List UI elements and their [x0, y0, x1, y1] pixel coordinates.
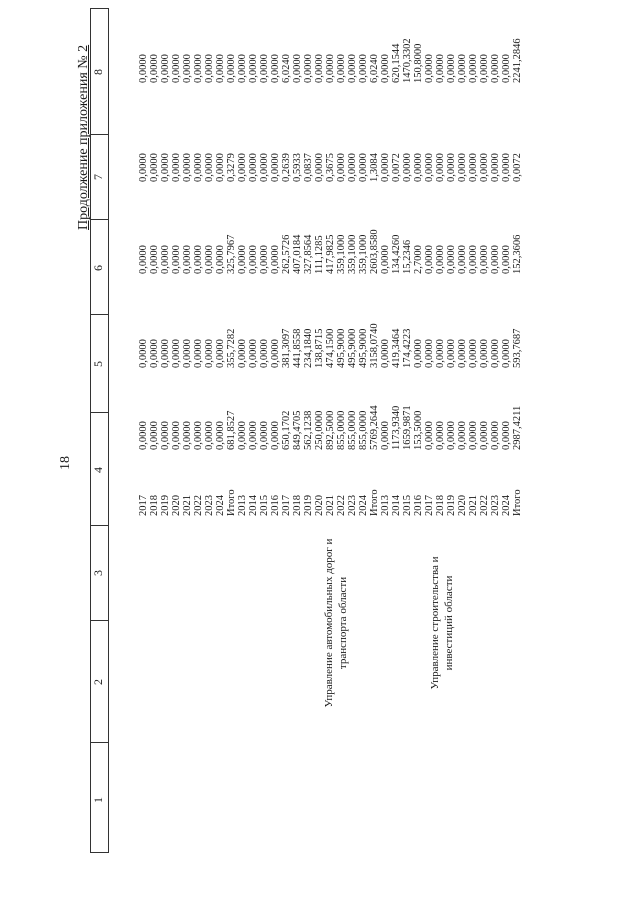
value-cell: 15,2346	[402, 239, 413, 274]
value-cell: 441,8558	[292, 328, 303, 368]
value-cell: 0,0000	[248, 421, 259, 450]
value-cell: 111,1285	[314, 235, 325, 274]
value-cell: 0,0000	[138, 421, 149, 450]
year-cell: 2022	[479, 495, 490, 516]
value-cell: 0,0000	[501, 153, 512, 182]
value-cell: 1173,9340	[391, 405, 402, 450]
value-cell: 0,0000	[479, 245, 490, 274]
value-cell: 359,1000	[336, 234, 347, 274]
value-cell: 0,0000	[380, 421, 391, 450]
value-cell: 0,0000	[138, 153, 149, 182]
year-cell: Итого	[512, 489, 523, 516]
value-cell: 0,0000	[248, 54, 259, 83]
col-divider	[90, 525, 108, 526]
year-cell: 2019	[446, 495, 457, 516]
year-cell: 2021	[325, 495, 336, 516]
value-cell: 0,0000	[226, 54, 237, 83]
value-cell: 0,0000	[380, 339, 391, 368]
year-cell: 2018	[149, 495, 160, 516]
year-cell: 2018	[292, 495, 303, 516]
value-cell: 0,0000	[402, 153, 413, 182]
value-cell: 0,0000	[237, 153, 248, 182]
value-cell: 0,0000	[237, 54, 248, 83]
col-divider	[90, 620, 108, 621]
organization-label: Управление автомобильных дорог и транспорта области	[323, 538, 349, 708]
col-divider	[90, 219, 108, 220]
value-cell: 0,0000	[171, 339, 182, 368]
value-cell: 0,0000	[138, 245, 149, 274]
value-cell: 0,0000	[446, 421, 457, 450]
value-cell: 593,7687	[512, 328, 523, 368]
value-cell: 0,0000	[457, 245, 468, 274]
value-cell: 0,0000	[347, 54, 358, 83]
value-cell: 0,0000	[435, 153, 446, 182]
year-cell: 2020	[171, 495, 182, 516]
year-cell: 2024	[358, 495, 369, 516]
col-divider	[90, 742, 108, 743]
value-cell: 0,0000	[248, 339, 259, 368]
value-cell: 0,0000	[182, 245, 193, 274]
value-cell: 0,0000	[248, 153, 259, 182]
value-cell: 495,9000	[347, 328, 358, 368]
value-cell: 0,0000	[314, 54, 325, 83]
value-cell: 0,0000	[380, 54, 391, 83]
value-cell: 892,5000	[325, 410, 336, 450]
value-cell: 0,0000	[160, 54, 171, 83]
value-cell: 0,0000	[468, 421, 479, 450]
year-cell: 2017	[281, 495, 292, 516]
year-cell: 2021	[182, 495, 193, 516]
value-cell: 325,7967	[226, 234, 237, 274]
value-cell: 0,3675	[325, 153, 336, 182]
value-cell: 0,0000	[204, 421, 215, 450]
value-cell: 0,0000	[171, 421, 182, 450]
value-cell: 0,0000	[193, 339, 204, 368]
year-cell: 2019	[160, 495, 171, 516]
value-cell: 0,0000	[215, 339, 226, 368]
column-number: 4	[91, 467, 105, 473]
value-cell: 0,0000	[149, 54, 160, 83]
year-cell: 2021	[468, 495, 479, 516]
value-cell: 0,0837	[303, 153, 314, 182]
value-cell: 0,0072	[391, 153, 402, 182]
value-cell: 0,0000	[468, 339, 479, 368]
value-cell: 2241,2846	[512, 38, 523, 83]
value-cell: 0,0000	[446, 245, 457, 274]
value-cell: 0,0000	[215, 153, 226, 182]
value-cell: 0,0000	[457, 54, 468, 83]
appendix-continuation-note: Продолжение приложения № 2	[76, 44, 91, 230]
value-cell: 0,0000	[259, 153, 270, 182]
value-cell: 6,0240	[369, 54, 380, 83]
year-cell: 2014	[391, 495, 402, 516]
value-cell: 0,0000	[336, 153, 347, 182]
value-cell: 0,0000	[479, 421, 490, 450]
year-cell: 2022	[193, 495, 204, 516]
value-cell: 0,0000	[501, 339, 512, 368]
year-cell: 2020	[457, 495, 468, 516]
column-number: 6	[91, 265, 105, 271]
value-cell: 6,0240	[281, 54, 292, 83]
value-cell: 0,0000	[160, 421, 171, 450]
value-cell: 0,0000	[193, 54, 204, 83]
value-cell: 855,0000	[347, 410, 358, 450]
value-cell: 0,0000	[215, 421, 226, 450]
value-cell: 250,0000	[314, 410, 325, 450]
year-cell: 2015	[259, 495, 270, 516]
value-cell: 234,1840	[303, 328, 314, 368]
value-cell: 359,1000	[347, 234, 358, 274]
table-header-bottom-border	[108, 8, 109, 853]
value-cell: 0,0000	[193, 421, 204, 450]
value-cell: 0,0000	[149, 153, 160, 182]
value-cell: 0,0000	[182, 153, 193, 182]
col-divider	[90, 314, 108, 315]
value-cell: 1659,9871	[402, 405, 413, 450]
value-cell: 0,0000	[358, 153, 369, 182]
value-cell: 0,0000	[490, 245, 501, 274]
value-cell: 381,3097	[281, 328, 292, 368]
value-cell: 0,0000	[171, 245, 182, 274]
value-cell: 474,1500	[325, 328, 336, 368]
year-cell: 2023	[490, 495, 501, 516]
value-cell: 0,0000	[501, 421, 512, 450]
value-cell: 0,0072	[512, 153, 523, 182]
value-cell: 0,0000	[182, 339, 193, 368]
year-cell: 2017	[424, 495, 435, 516]
value-cell: 0,0000	[248, 245, 259, 274]
value-cell: 0,0000	[182, 421, 193, 450]
column-number: 2	[91, 679, 105, 685]
column-number: 8	[91, 69, 105, 75]
value-cell: 650,1702	[281, 410, 292, 450]
value-cell: 0,0000	[435, 339, 446, 368]
value-cell: 174,4223	[402, 328, 413, 368]
value-cell: 0,0000	[336, 54, 347, 83]
value-cell: 0,0000	[468, 54, 479, 83]
value-cell: 0,0000	[479, 54, 490, 83]
value-cell: 0,0000	[424, 245, 435, 274]
value-cell: 0,0000	[215, 245, 226, 274]
year-cell: 2020	[314, 495, 325, 516]
col-divider	[90, 134, 108, 135]
year-cell: 2013	[237, 495, 248, 516]
value-cell: 0,0000	[347, 153, 358, 182]
value-cell: 0,0000	[501, 54, 512, 83]
value-cell: 150,8000	[413, 43, 424, 83]
value-cell: 0,0000	[270, 245, 281, 274]
value-cell: 0,0000	[314, 153, 325, 182]
value-cell: 0,0000	[160, 153, 171, 182]
value-cell: 1470,3302	[402, 38, 413, 83]
col-divider	[90, 8, 108, 9]
value-cell: 0,0000	[501, 245, 512, 274]
col-divider	[90, 852, 108, 853]
value-cell: 0,0000	[171, 54, 182, 83]
value-cell: 134,4260	[391, 234, 402, 274]
value-cell: 0,0000	[204, 339, 215, 368]
value-cell: 495,9000	[358, 328, 369, 368]
value-cell: 0,0000	[171, 153, 182, 182]
value-cell: 0,0000	[468, 245, 479, 274]
value-cell: 0,3279	[226, 153, 237, 182]
value-cell: 681,8527	[226, 410, 237, 450]
year-cell: 2016	[413, 495, 424, 516]
value-cell: 262,5726	[281, 234, 292, 274]
year-cell: 2024	[215, 495, 226, 516]
value-cell: 0,0000	[270, 153, 281, 182]
col-divider	[90, 412, 108, 413]
value-cell: 0,0000	[490, 421, 501, 450]
value-cell: 0,2639	[281, 153, 292, 182]
year-cell: 2024	[501, 495, 512, 516]
value-cell: 0,5933	[292, 153, 303, 182]
value-cell: 417,9825	[325, 234, 336, 274]
value-cell: 0,0000	[160, 245, 171, 274]
year-cell: 2017	[138, 495, 149, 516]
column-number: 1	[91, 797, 105, 803]
value-cell: 2603,8580	[369, 229, 380, 274]
value-cell: 2987,4211	[512, 405, 523, 450]
value-cell: 3158,0740	[369, 323, 380, 368]
value-cell: 0,0000	[237, 421, 248, 450]
value-cell: 355,7282	[226, 328, 237, 368]
value-cell: 0,0000	[204, 54, 215, 83]
value-cell: 0,0000	[479, 339, 490, 368]
year-cell: 2022	[336, 495, 347, 516]
value-cell: 0,0000	[237, 245, 248, 274]
value-cell: 0,0000	[446, 339, 457, 368]
value-cell: 0,0000	[424, 339, 435, 368]
value-cell: 0,0000	[457, 421, 468, 450]
year-cell: 2023	[347, 495, 358, 516]
value-cell: 0,0000	[325, 54, 336, 83]
value-cell: 138,8715	[314, 328, 325, 368]
value-cell: 0,0000	[424, 54, 435, 83]
value-cell: 495,9000	[336, 328, 347, 368]
value-cell: 359,1000	[358, 234, 369, 274]
value-cell: 855,0000	[358, 410, 369, 450]
value-cell: 0,0000	[204, 153, 215, 182]
value-cell: 855,0000	[336, 410, 347, 450]
value-cell: 0,0000	[457, 339, 468, 368]
value-cell: 0,0000	[468, 153, 479, 182]
value-cell: 0,0000	[358, 54, 369, 83]
value-cell: 0,0000	[149, 245, 160, 274]
value-cell: 0,0000	[435, 54, 446, 83]
value-cell: 327,8564	[303, 234, 314, 274]
value-cell: 0,0000	[259, 339, 270, 368]
value-cell: 0,0000	[424, 421, 435, 450]
value-cell: 407,0184	[292, 234, 303, 274]
value-cell: 0,0000	[303, 54, 314, 83]
value-cell: 0,0000	[413, 153, 424, 182]
value-cell: 1,3084	[369, 153, 380, 182]
value-cell: 0,0000	[270, 421, 281, 450]
value-cell: 0,0000	[182, 54, 193, 83]
column-number: 7	[91, 174, 105, 180]
value-cell: 0,0000	[259, 54, 270, 83]
value-cell: 152,3606	[512, 234, 523, 274]
value-cell: 0,0000	[413, 339, 424, 368]
value-cell: 0,0000	[446, 153, 457, 182]
value-cell: 0,0000	[149, 421, 160, 450]
value-cell: 0,0000	[149, 339, 160, 368]
year-cell: 2023	[204, 495, 215, 516]
value-cell: 0,0000	[490, 153, 501, 182]
value-cell: 0,0000	[259, 245, 270, 274]
value-cell: 2,7000	[413, 245, 424, 274]
year-cell: 2015	[402, 495, 413, 516]
value-cell: 0,0000	[215, 54, 226, 83]
data-table	[90, 8, 550, 853]
value-cell: 0,0000	[446, 54, 457, 83]
column-number: 5	[91, 361, 105, 367]
year-cell: Итого	[369, 489, 380, 516]
value-cell: 0,0000	[138, 54, 149, 83]
year-cell: 2016	[270, 495, 281, 516]
value-cell: 0,0000	[292, 54, 303, 83]
value-cell: 0,0000	[490, 54, 501, 83]
value-cell: 849,4705	[292, 410, 303, 450]
value-cell: 0,0000	[435, 245, 446, 274]
value-cell: 0,0000	[435, 421, 446, 450]
year-cell: Итого	[226, 489, 237, 516]
value-cell: 562,1238	[303, 410, 314, 450]
value-cell: 0,0000	[138, 339, 149, 368]
value-cell: 0,0000	[380, 153, 391, 182]
year-cell: 2018	[435, 495, 446, 516]
year-cell: 2019	[303, 495, 314, 516]
year-cell: 2013	[380, 495, 391, 516]
value-cell: 0,0000	[193, 153, 204, 182]
value-cell: 0,0000	[380, 245, 391, 274]
value-cell: 0,0000	[457, 153, 468, 182]
value-cell: 0,0000	[270, 339, 281, 368]
value-cell: 0,0000	[204, 245, 215, 274]
value-cell: 419,3464	[391, 328, 402, 368]
value-cell: 620,1544	[391, 43, 402, 83]
value-cell: 0,0000	[479, 153, 490, 182]
column-number: 3	[91, 570, 105, 576]
value-cell: 0,0000	[259, 421, 270, 450]
value-cell: 0,0000	[490, 339, 501, 368]
organization-label: Управление строительства и инвестиций области	[429, 556, 455, 690]
value-cell: 0,0000	[424, 153, 435, 182]
value-cell: 0,0000	[160, 339, 171, 368]
value-cell: 0,0000	[270, 54, 281, 83]
value-cell: 153,5000	[413, 410, 424, 450]
year-cell: 2014	[248, 495, 259, 516]
value-cell: 5769,2644	[369, 405, 380, 450]
value-cell: 0,0000	[193, 245, 204, 274]
page-number: 18	[58, 456, 73, 470]
value-cell: 0,0000	[237, 339, 248, 368]
